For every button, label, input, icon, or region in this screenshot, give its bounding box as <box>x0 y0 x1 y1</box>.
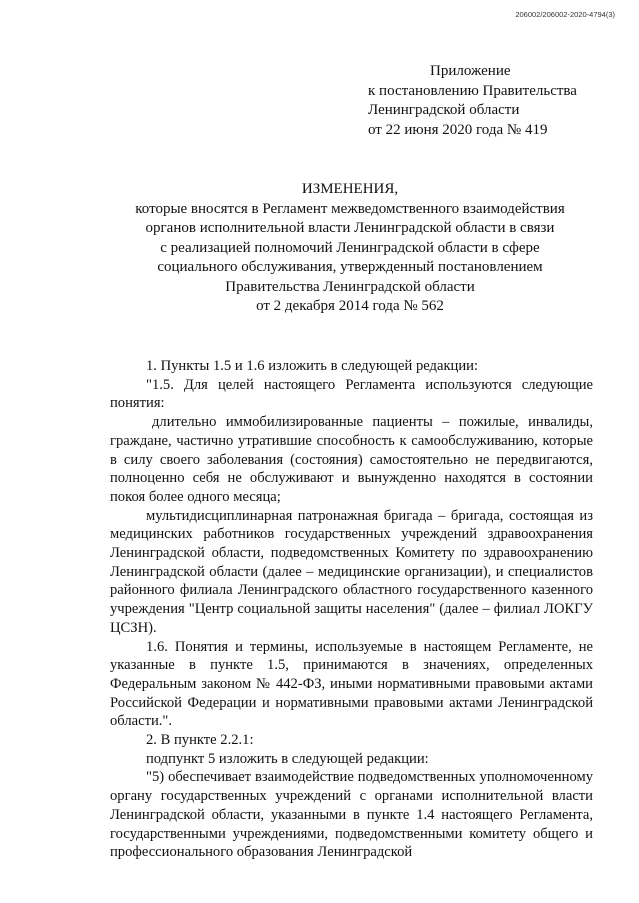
title-line: которые вносятся в Регламент межведомственного взаимодействия <box>135 200 565 217</box>
appendix-line: от 22 июня 2020 года № 419 <box>368 121 548 138</box>
title-line: от 2 декабря 2014 года № 562 <box>256 298 444 314</box>
appendix-line: Ленинградской области <box>368 102 520 118</box>
appendix-line: Приложение <box>430 63 511 79</box>
body-paragraph: 2. В пункте 2.2.1: <box>146 732 254 749</box>
body-paragraph: 1.6. Понятия и термины, используемые в настоящем Регламенте, не указанные в пункте 1.5, принимаются в значениях, определенных Федеральным законом № 442-ФЗ, иными нормативными правовыми актами Российской Федерации и нормативными правовыми актами Ленинградской области.". <box>110 638 593 730</box>
title-line: Правительства Ленинградской области <box>225 278 475 295</box>
document-id: 206002/206002-2020-4794(3) <box>515 10 615 19</box>
appendix-block <box>368 62 577 140</box>
title-line: социального обслуживания, утвержденный постановлением <box>157 259 543 275</box>
body-paragraph: длительно иммобилизированные пациенты – пожилые, инвалиды, граждане, частично утратившие способность к самообслуживанию, которые в силу своего заболевания (состояния) самостоятельно не передвигаются, полноценно себя не обслуживают и вынужденно находятся в состоянии покоя более одного месяца; <box>110 414 593 505</box>
appendix-line: к постановлению Правительства <box>368 82 577 99</box>
document-body <box>110 357 593 862</box>
title-line: органов исполнительной власти Ленинградской области в связи <box>145 220 555 236</box>
title-heading: ИЗМЕНЕНИЯ, <box>301 181 399 197</box>
body-paragraph: "1.5. Для целей настоящего Регламента используются следующие понятия: <box>110 376 593 412</box>
body-paragraph: "5) обеспечивает взаимодействие подведомственных уполномоченному органу государственных учреждений с органами исполнительной власти Ленинградской области, указанными в пункте 1.4 настоящего Регламента, государственными учреждениями, подведомственными комитету общего и профессионального образования Ленинградской <box>110 769 593 861</box>
document-title <box>90 180 610 317</box>
body-paragraph: мультидисциплинарная патронажная бригада – бригада, состоящая из медицинских работников государственных учреждений здравоохранения Ленинградской области, подведомственных Комитету по здравоохранению Ленинградской области (далее – медицинские организации), и специалистов районного филиала Ленинградского областного государственного казенного учреждения "Центр социальной защиты населения" (далее – филиал ЛОКГУ ЦСЗН). <box>110 507 593 636</box>
body-paragraph: 1. Пункты 1.5 и 1.6 изложить в следующей редакции: <box>146 358 479 374</box>
body-paragraph: подпункт 5 изложить в следующей редакции: <box>146 750 429 767</box>
title-line: с реализацией полномочий Ленинградской области в сфере <box>160 239 540 256</box>
